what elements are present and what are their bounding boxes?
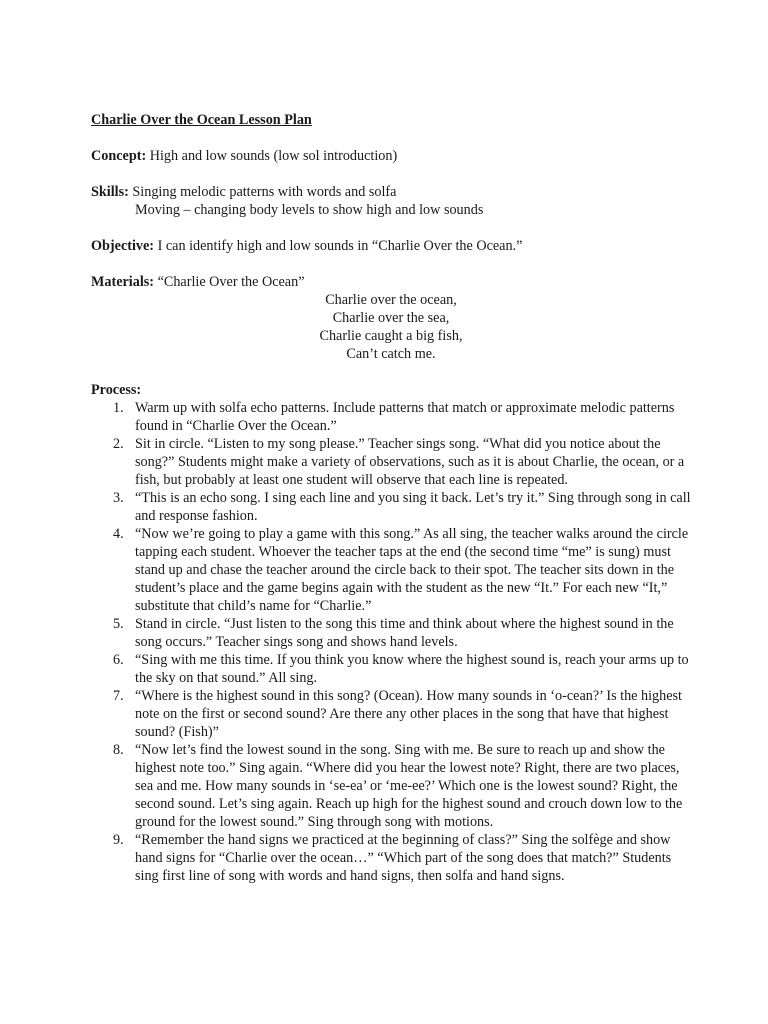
step-text: Warm up with solfa echo patterns. Include patterns that match or approximate melodic patterns found in “Charlie Over the Ocean.” <box>135 400 675 434</box>
materials-section <box>91 273 691 291</box>
concept-label: Concept: <box>91 148 147 164</box>
step-number: 3. <box>113 490 124 506</box>
lyric-line: Charlie caught a big fish, <box>319 328 463 344</box>
lyric-line: Can’t catch me. <box>346 346 436 362</box>
materials-text: “Charlie Over the Ocean” <box>157 274 305 290</box>
skills-section <box>91 183 691 219</box>
step-text: “Now we’re going to play a game with this song.” As all sing, the teacher walks around the circle tapping each student. Whoever the teacher taps at the end (the second time “me” is sung) must stand up and chase the teacher around the circle back to their spot. The teacher sits down in the student’s place and the game begins again with the student as the new “It.” For each new “It,” substitute that child’s name for “Charlie.” <box>135 526 689 614</box>
process-list <box>91 399 691 885</box>
materials-label: Materials: <box>91 274 155 290</box>
process-step <box>91 399 691 435</box>
step-number: 8. <box>113 742 124 758</box>
step-text: “Now let’s find the lowest sound in the song. Sing with me. Be sure to reach up and show the highest note too.” Sing again. “Where did you hear the lowest note? Right, there are two places, sea and me. How many sounds in ‘se-ea’ or ‘me-ee?’ Which one is the lowest sound? Right, the second sound. Let’s sing again. Reach up high for the highest sound and crouch down low to the ground for the lowest sound.” Sing through song with motions. <box>135 742 683 830</box>
step-text: Sit in circle. “Listen to my song please.” Teacher sings song. “What did you notice about the song?” Students might make a variety of observations, such as it is about Charlie, the ocean, or a fish, but probably at least one student will observe that each line is repeated. <box>135 436 685 488</box>
lyric-line: Charlie over the sea, <box>332 310 450 326</box>
process-label: Process: <box>91 382 142 398</box>
step-number: 9. <box>113 832 124 848</box>
objective-section <box>91 237 691 255</box>
lyric-line: Charlie over the ocean, <box>325 292 457 308</box>
step-text: “Remember the hand signs we practiced at the beginning of class?” Sing the solfège and show hand signs for “Charlie over the ocean…” “Which part of the song does that match?” Students sing first line of song with words and hand signs, then solfa and hand signs. <box>135 832 672 884</box>
step-text: Stand in circle. “Just listen to the song this time and think about where the highest sound in the song occurs.” Teacher sings song and shows hand levels. <box>135 616 674 650</box>
document-title: Charlie Over the Ocean Lesson Plan <box>91 112 312 128</box>
concept-section <box>91 147 691 165</box>
skills-line-1: Singing melodic patterns with words and solfa <box>132 184 397 200</box>
process-step <box>91 525 691 615</box>
lesson-plan-page <box>91 111 691 885</box>
process-section <box>91 381 691 885</box>
objective-text: I can identify high and low sounds in “Charlie Over the Ocean.” <box>157 238 523 254</box>
concept-text: High and low sounds (low sol introduction) <box>149 148 398 164</box>
process-step <box>91 489 691 525</box>
step-text: “Where is the highest sound in this song? (Ocean). How many sounds in ‘o-cean?’ Is the highest note on the first or second sound? Are there any other places in the song that have that highest sound? (Fish)” <box>135 688 683 740</box>
skills-line-2: Moving – changing body levels to show high and low sounds <box>135 202 484 218</box>
step-number: 2. <box>113 436 124 452</box>
step-number: 5. <box>113 616 124 632</box>
step-number: 1. <box>113 400 124 416</box>
process-step <box>91 687 691 741</box>
step-number: 7. <box>113 688 124 704</box>
process-step <box>91 741 691 831</box>
skills-label: Skills: <box>91 184 129 200</box>
step-number: 4. <box>113 526 124 542</box>
song-lyrics <box>91 291 691 363</box>
process-step <box>91 651 691 687</box>
objective-label: Objective: <box>91 238 155 254</box>
process-step <box>91 615 691 651</box>
step-number: 6. <box>113 652 124 668</box>
step-text: “Sing with me this time. If you think you know where the highest sound is, reach your arms up to the sky on that sound.” All sing. <box>135 652 689 686</box>
process-step <box>91 831 691 885</box>
step-text: “This is an echo song. I sing each line and you sing it back. Let’s try it.” Sing through song in call and response fashion. <box>135 490 691 524</box>
process-step <box>91 435 691 489</box>
